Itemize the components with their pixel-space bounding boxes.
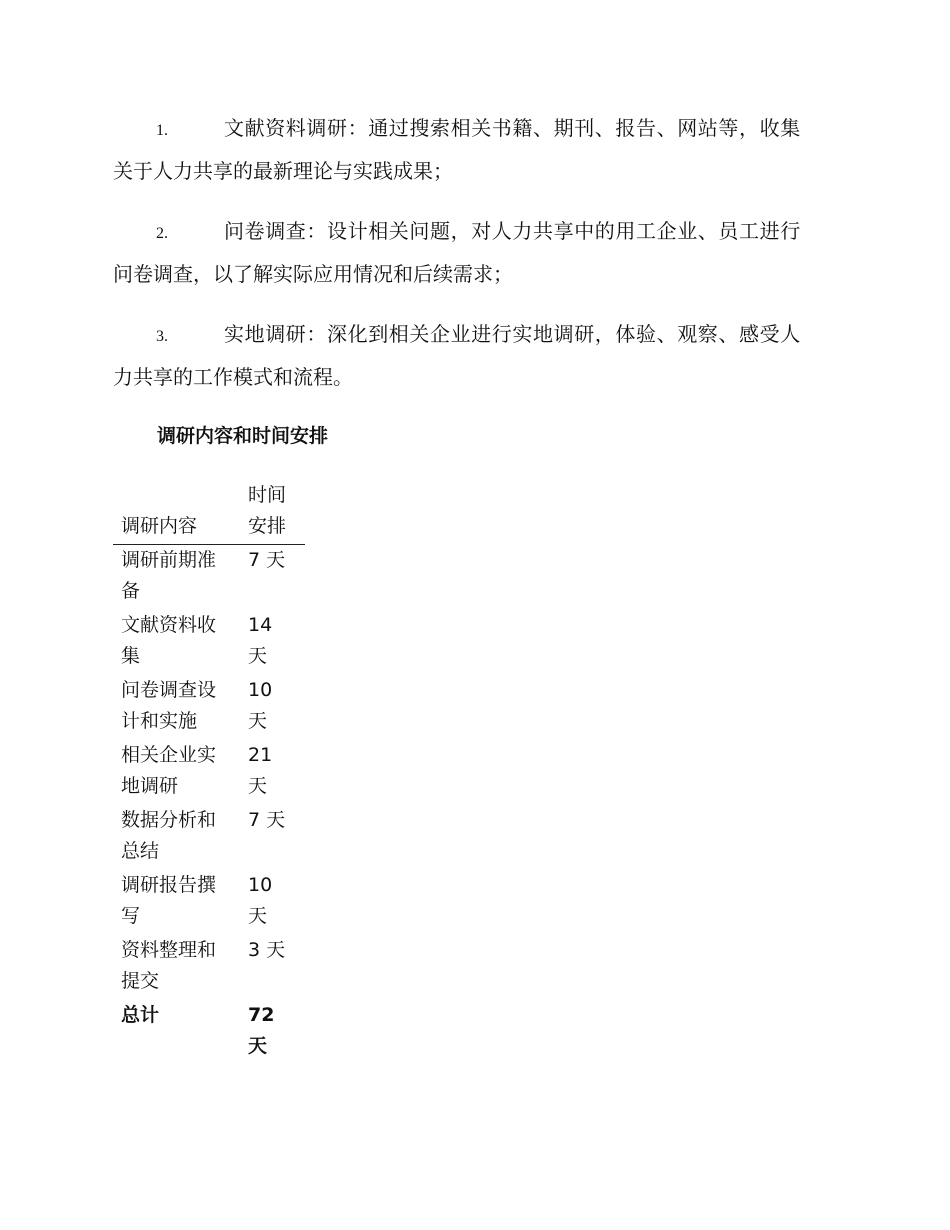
method-number: 1.: [156, 122, 168, 139]
method-item-1: [113, 108, 833, 191]
method-item-2: [113, 211, 833, 294]
section-title: 调研内容和时间安排: [157, 425, 329, 447]
table-row: [113, 545, 305, 607]
row-time: 10 天: [248, 874, 273, 927]
header-time: 时间安排: [248, 484, 287, 537]
row-time: 21 天: [248, 744, 273, 797]
table-row: [113, 935, 305, 997]
method-line-1: 实地调研：深化到相关企业进行实地调研，体验、观察、感受人: [224, 322, 801, 346]
row-content: 调研报告撰写: [121, 874, 217, 927]
row-time: 3 天: [248, 939, 286, 961]
header-content: 调研内容: [121, 515, 198, 537]
table-header: [113, 480, 305, 545]
method-line-2: 关于人力共享的最新理论与实践成果；: [113, 159, 453, 183]
total-time: 72 天: [248, 1004, 275, 1057]
table-row: [113, 870, 305, 932]
row-content: 调研前期准备: [121, 549, 217, 602]
table-total-row: [113, 1000, 305, 1062]
row-content: 资料整理和提交: [121, 939, 217, 992]
row-content: 文献资料收集: [121, 614, 217, 667]
row-time: 10 天: [248, 679, 273, 732]
table-row: [113, 805, 305, 867]
row-time: 7 天: [248, 549, 286, 571]
method-line-1: 问卷调查：设计相关问题，对人力共享中的用工企业、员工进行: [224, 219, 801, 243]
row-time: 7 天: [248, 809, 286, 831]
row-time: 14 天: [248, 614, 273, 667]
table-row: [113, 610, 305, 672]
method-number: 3.: [156, 328, 168, 345]
row-content: 相关企业实地调研: [121, 744, 217, 797]
table-row: [113, 740, 305, 802]
table-row: [113, 675, 305, 737]
method-line-2: 力共享的工作模式和流程。: [113, 365, 353, 389]
total-label: 总计: [121, 1004, 160, 1026]
method-number: 2.: [156, 225, 168, 242]
method-line-1: 文献资料调研：通过搜索相关书籍、期刊、报告、网站等，收集: [224, 116, 801, 140]
method-item-3: [113, 314, 833, 397]
method-line-2: 问卷调查，以了解实际应用情况和后续需求；: [113, 262, 513, 286]
schedule-table: [113, 480, 305, 1065]
row-content: 问卷调查设计和实施: [121, 679, 217, 732]
row-content: 数据分析和总结: [121, 809, 217, 862]
